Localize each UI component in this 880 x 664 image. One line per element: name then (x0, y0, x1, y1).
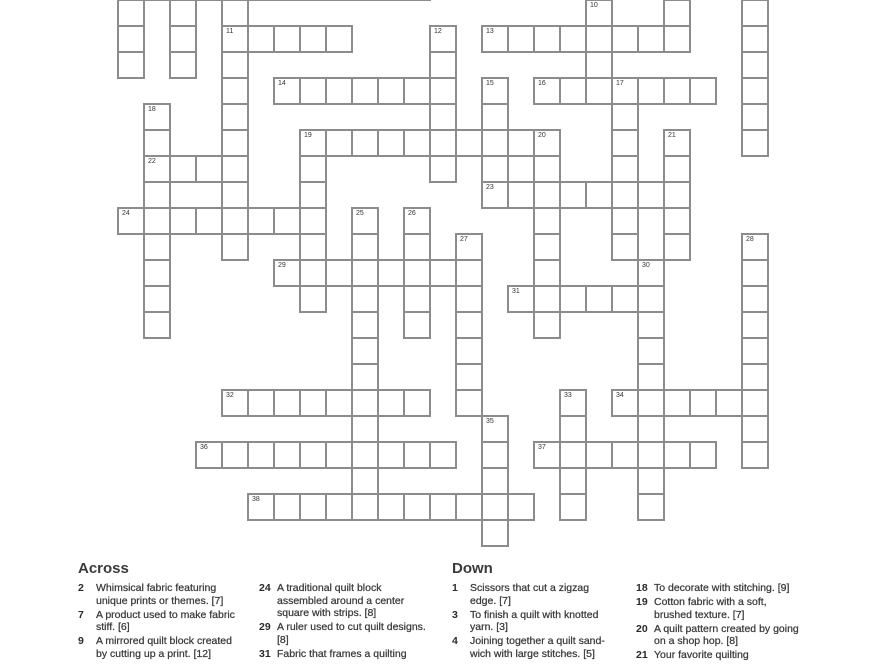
grid-top-edge (117, 0, 431, 1)
clue-item-number: 20 (636, 622, 648, 635)
clue-number: 26 (408, 210, 416, 217)
clue-number: 20 (538, 132, 546, 139)
grid-cell[interactable] (741, 77, 769, 105)
grid-cell[interactable] (455, 363, 483, 391)
grid-cell[interactable] (377, 129, 405, 157)
clue-item-number: 31 (259, 647, 271, 660)
clue-number: 30 (642, 262, 650, 269)
grid-cell[interactable] (403, 77, 431, 105)
clue-number: 10 (590, 2, 598, 9)
grid-cell[interactable] (377, 493, 405, 521)
grid-cell[interactable] (663, 0, 691, 27)
clue-item (636, 582, 806, 595)
grid-cell[interactable] (507, 493, 535, 521)
grid-cell[interactable] (221, 25, 249, 53)
grid-cell[interactable] (403, 311, 431, 339)
grid-cell[interactable] (533, 207, 561, 235)
grid-cell[interactable] (481, 25, 509, 53)
clue-number: 37 (538, 444, 546, 451)
grid-cell[interactable] (143, 207, 171, 235)
grid-cell[interactable] (507, 181, 535, 209)
grid-cell[interactable] (741, 129, 769, 157)
grid-cell[interactable] (585, 51, 613, 79)
grid-cell[interactable] (637, 181, 665, 209)
grid-cell[interactable] (221, 103, 249, 131)
grid-cell[interactable] (559, 415, 587, 443)
grid-cell[interactable] (299, 441, 327, 469)
grid-cell[interactable] (741, 285, 769, 313)
grid-cell[interactable] (533, 441, 561, 469)
grid-cell[interactable] (559, 467, 587, 495)
grid-cell[interactable] (325, 77, 353, 105)
clue-number: 19 (304, 132, 312, 139)
grid-cell[interactable] (403, 233, 431, 261)
clue-item (452, 609, 617, 634)
grid-cell[interactable] (689, 389, 717, 417)
grid-cell[interactable] (273, 493, 301, 521)
grid-cell[interactable] (741, 337, 769, 365)
grid-cell[interactable] (481, 493, 509, 521)
grid-cell[interactable] (351, 493, 379, 521)
grid-cell[interactable] (663, 389, 691, 417)
grid-cell[interactable] (299, 181, 327, 209)
grid-cell[interactable] (533, 311, 561, 339)
grid-cell[interactable] (533, 181, 561, 209)
grid-cell[interactable] (637, 259, 665, 287)
clue-item-number: 24 (259, 582, 271, 594)
grid-cell[interactable] (221, 389, 249, 417)
grid-cell[interactable] (143, 233, 171, 261)
clue-number: 28 (746, 236, 754, 243)
clue-item-text: Joining together a quilt sand-wich with large stitches. [5] (470, 635, 605, 660)
grid-cell[interactable] (611, 103, 639, 131)
grid-cell[interactable] (195, 441, 223, 469)
clue-item-text: Cotton fabric with a soft, brushed texture. [7] (654, 596, 767, 621)
clue-item-number: 2 (78, 582, 84, 594)
grid-cell[interactable] (481, 415, 509, 443)
grid-cell[interactable] (403, 493, 431, 521)
grid-cell[interactable] (481, 519, 509, 547)
grid-cell[interactable] (169, 51, 197, 79)
grid-cell[interactable] (247, 389, 275, 417)
grid-cell[interactable] (637, 25, 665, 53)
grid-cell[interactable] (663, 129, 691, 157)
clue-item-number: 21 (636, 649, 648, 662)
grid-cell[interactable] (481, 467, 509, 495)
grid-cell[interactable] (325, 389, 353, 417)
grid-cell[interactable] (429, 259, 457, 287)
grid-cell[interactable] (247, 25, 275, 53)
grid-cell[interactable] (117, 51, 145, 79)
grid-cell[interactable] (377, 441, 405, 469)
grid-cell[interactable] (559, 25, 587, 53)
clue-item-number: 29 (259, 621, 271, 634)
grid-cell[interactable] (741, 51, 769, 79)
grid-cell[interactable] (741, 311, 769, 339)
grid-cell[interactable] (377, 389, 405, 417)
grid-cell[interactable] (585, 77, 613, 105)
grid-cell[interactable] (429, 103, 457, 131)
clue-number: 18 (148, 106, 156, 113)
grid-cell[interactable] (273, 77, 301, 105)
grid-cell[interactable] (351, 389, 379, 417)
clue-number: 33 (564, 392, 572, 399)
grid-cell[interactable] (169, 0, 197, 27)
grid-cell[interactable] (689, 441, 717, 469)
grid-cell[interactable] (351, 311, 379, 339)
grid-cell[interactable] (611, 77, 639, 105)
clue-number: 34 (616, 392, 624, 399)
grid-cell[interactable] (741, 259, 769, 287)
grid-cell[interactable] (663, 207, 691, 235)
clue-number: 29 (278, 262, 286, 269)
grid-cell[interactable] (455, 285, 483, 313)
clue-number: 35 (486, 418, 494, 425)
grid-cell[interactable] (169, 207, 197, 235)
grid-cell[interactable] (195, 155, 223, 183)
grid-cell[interactable] (585, 25, 613, 53)
grid-cell[interactable] (507, 129, 535, 157)
grid-cell[interactable] (663, 441, 691, 469)
clue-item (78, 635, 238, 660)
grid-cell[interactable] (273, 25, 301, 53)
clue-item-text: A product used to make fabric stiff. [6] (96, 608, 235, 634)
grid-cell[interactable] (585, 0, 613, 27)
grid-cell[interactable] (221, 77, 249, 105)
grid-cell[interactable] (143, 155, 171, 183)
grid-cell[interactable] (273, 259, 301, 287)
grid-cell[interactable] (611, 389, 639, 417)
grid-cell[interactable] (455, 259, 483, 287)
grid-cell[interactable] (507, 285, 535, 313)
across-clues-col1 (78, 582, 238, 662)
clue-item (259, 648, 429, 661)
clue-item-text: A mirrored quilt block created by cutting up a print. [12] (96, 635, 232, 660)
grid-cell[interactable] (741, 389, 769, 417)
grid-cell[interactable] (611, 155, 639, 183)
grid-cell[interactable] (533, 285, 561, 313)
grid-cell[interactable] (299, 259, 327, 287)
grid-cell[interactable] (299, 129, 327, 157)
grid-cell[interactable] (741, 25, 769, 53)
grid-cell[interactable] (221, 233, 249, 261)
clue-number: 12 (434, 28, 442, 35)
grid-cell[interactable] (351, 337, 379, 365)
grid-cell[interactable] (403, 259, 431, 287)
grid-cell[interactable] (741, 0, 769, 27)
grid-cell[interactable] (143, 259, 171, 287)
grid-cell[interactable] (325, 259, 353, 287)
grid-cell[interactable] (689, 77, 717, 105)
grid-cell[interactable] (169, 155, 197, 183)
clue-item-text: A quilt pattern created by going on a shop hop. [8] (654, 622, 799, 648)
grid-cell[interactable] (715, 389, 743, 417)
clue-item (259, 582, 429, 620)
grid-cell[interactable] (481, 181, 509, 209)
grid-cell[interactable] (429, 129, 457, 157)
grid-cell[interactable] (481, 155, 509, 183)
grid-cell[interactable] (429, 441, 457, 469)
grid-cell[interactable] (741, 363, 769, 391)
grid-cell[interactable] (351, 363, 379, 391)
clue-number: 31 (512, 288, 520, 295)
grid-cell[interactable] (429, 51, 457, 79)
grid-cell[interactable] (507, 25, 535, 53)
clue-item-number: 18 (636, 582, 648, 594)
grid-cell[interactable] (143, 311, 171, 339)
clue-number: 13 (486, 28, 494, 35)
grid-cell[interactable] (663, 155, 691, 183)
grid-cell[interactable] (351, 207, 379, 235)
clue-number: 24 (122, 210, 130, 217)
grid-cell[interactable] (481, 441, 509, 469)
grid-cell[interactable] (533, 129, 561, 157)
grid-cell[interactable] (299, 493, 327, 521)
clue-item (636, 649, 806, 662)
grid-cell[interactable] (325, 441, 353, 469)
grid-cell[interactable] (455, 233, 483, 261)
grid-cell[interactable] (273, 441, 301, 469)
grid-cell[interactable] (559, 441, 587, 469)
clue-number: 11 (226, 28, 234, 35)
grid-cell[interactable] (507, 155, 535, 183)
grid-cell[interactable] (741, 103, 769, 131)
grid-cell[interactable] (325, 493, 353, 521)
clue-item-number: 3 (452, 608, 458, 621)
clue-item-text: Fabric that frames a quilting (277, 647, 407, 660)
grid-cell[interactable] (143, 103, 171, 131)
down-heading: Down (452, 560, 493, 577)
grid-cell[interactable] (611, 441, 639, 469)
grid-cell[interactable] (221, 207, 249, 235)
grid-cell[interactable] (585, 181, 613, 209)
clue-number: 38 (252, 496, 260, 503)
clue-item-number: 19 (636, 596, 648, 609)
grid-cell[interactable] (117, 25, 145, 53)
grid-cell[interactable] (273, 389, 301, 417)
grid-cell[interactable] (117, 0, 145, 27)
grid-cell[interactable] (221, 129, 249, 157)
grid-cell[interactable] (403, 285, 431, 313)
grid-cell[interactable] (637, 493, 665, 521)
grid-cell[interactable] (377, 77, 405, 105)
grid-cell[interactable] (351, 467, 379, 495)
clue-number: 36 (200, 444, 208, 451)
grid-cell[interactable] (299, 25, 327, 53)
clue-item (78, 582, 238, 607)
grid-cell[interactable] (481, 129, 509, 157)
grid-cell[interactable] (247, 207, 275, 235)
grid-cell[interactable] (195, 207, 223, 235)
grid-cell[interactable] (611, 129, 639, 157)
grid-cell[interactable] (455, 389, 483, 417)
clue-item-text: Your favorite quilting (654, 649, 749, 662)
grid-cell[interactable] (429, 25, 457, 53)
grid-cell[interactable] (663, 25, 691, 53)
grid-cell[interactable] (559, 77, 587, 105)
clue-item-text: Scissors that cut a zigzag edge. [7] (470, 582, 590, 607)
clue-item (452, 635, 617, 660)
clue-item-number: 1 (452, 582, 458, 594)
clue-item (636, 623, 806, 648)
grid-cell[interactable] (663, 233, 691, 261)
clue-number: 27 (460, 236, 468, 243)
grid-cell[interactable] (299, 233, 327, 261)
grid-cell[interactable] (221, 0, 249, 27)
clue-item-text: Whimsical fabric featuring unique prints or themes. [7] (96, 582, 224, 607)
grid-cell[interactable] (143, 285, 171, 313)
grid-cell[interactable] (117, 207, 145, 235)
clue-item-text: A ruler used to cut quilt designs. [8] (277, 621, 426, 646)
grid-cell[interactable] (637, 285, 665, 313)
clue-item-text: To finish a quilt with knotted yarn. [3] (470, 608, 599, 634)
grid-cell[interactable] (299, 77, 327, 105)
clue-item-text: To decorate with stitching. [9] (654, 582, 790, 594)
grid-cell[interactable] (533, 77, 561, 105)
grid-cell[interactable] (351, 415, 379, 443)
down-clues-col2 (636, 582, 806, 664)
grid-cell[interactable] (247, 493, 275, 521)
grid-cell[interactable] (351, 259, 379, 287)
clue-item (259, 621, 429, 646)
grid-cell[interactable] (169, 25, 197, 53)
clue-number: 14 (278, 80, 286, 87)
grid-cell[interactable] (351, 441, 379, 469)
grid-cell[interactable] (299, 285, 327, 313)
grid-cell[interactable] (533, 233, 561, 261)
grid-cell[interactable] (559, 285, 587, 313)
grid-cell[interactable] (741, 415, 769, 443)
clue-number: 15 (486, 80, 494, 87)
grid-cell[interactable] (533, 155, 561, 183)
grid-cell[interactable] (299, 389, 327, 417)
grid-cell[interactable] (429, 77, 457, 105)
grid-cell[interactable] (429, 493, 457, 521)
grid-cell[interactable] (273, 207, 301, 235)
clue-number: 23 (486, 184, 494, 191)
grid-cell[interactable] (403, 441, 431, 469)
grid-cell[interactable] (481, 103, 509, 131)
clue-number: 17 (616, 80, 624, 87)
across-clues-col2 (259, 582, 429, 662)
grid-cell[interactable] (533, 25, 561, 53)
grid-cell[interactable] (143, 181, 171, 209)
grid-cell[interactable] (221, 51, 249, 79)
grid-cell[interactable] (663, 77, 691, 105)
grid-cell[interactable] (637, 389, 665, 417)
grid-cell[interactable] (637, 441, 665, 469)
grid-cell[interactable] (611, 207, 639, 235)
grid-cell[interactable] (325, 129, 353, 157)
grid-cell[interactable] (325, 25, 353, 53)
clue-item (78, 609, 238, 634)
grid-cell[interactable] (533, 259, 561, 287)
grid-cell[interactable] (481, 77, 509, 105)
grid-cell[interactable] (377, 259, 405, 287)
grid-cell[interactable] (299, 207, 327, 235)
down-clues-col1 (452, 582, 617, 662)
grid-cell[interactable] (455, 311, 483, 339)
grid-cell[interactable] (351, 233, 379, 261)
grid-cell[interactable] (637, 467, 665, 495)
grid-cell[interactable] (637, 363, 665, 391)
grid-cell[interactable] (403, 207, 431, 235)
grid-cell[interactable] (637, 311, 665, 339)
clue-item-text: A traditional quilt block assembled around a center square with strips. [8] (277, 582, 405, 620)
grid-cell[interactable] (637, 337, 665, 365)
grid-cell[interactable] (403, 389, 431, 417)
grid-cell[interactable] (741, 441, 769, 469)
clue-number: 21 (668, 132, 676, 139)
grid-cell[interactable] (741, 233, 769, 261)
grid-cell[interactable] (637, 415, 665, 443)
grid-cell[interactable] (455, 493, 483, 521)
clue-number: 25 (356, 210, 364, 217)
grid-cell[interactable] (585, 441, 613, 469)
clue-item (636, 596, 806, 621)
grid-cell[interactable] (455, 337, 483, 365)
grid-cell[interactable] (611, 233, 639, 261)
grid-cell[interactable] (559, 493, 587, 521)
grid-cell[interactable] (221, 441, 249, 469)
grid-cell[interactable] (611, 285, 639, 313)
grid-cell[interactable] (143, 129, 171, 157)
clue-item (452, 582, 617, 607)
grid-cell[interactable] (611, 181, 639, 209)
grid-cell[interactable] (663, 181, 691, 209)
grid-cell[interactable] (351, 129, 379, 157)
across-heading: Across (78, 560, 129, 577)
grid-cell[interactable] (611, 25, 639, 53)
clue-number: 22 (148, 158, 156, 165)
grid-cell[interactable] (585, 285, 613, 313)
grid-cell[interactable] (637, 77, 665, 105)
grid-cell[interactable] (221, 155, 249, 183)
grid-cell[interactable] (351, 77, 379, 105)
clue-number: 16 (538, 80, 546, 87)
grid-cell[interactable] (455, 129, 483, 157)
grid-cell[interactable] (247, 441, 275, 469)
clue-item-number: 4 (452, 635, 458, 648)
grid-cell[interactable] (559, 181, 587, 209)
grid-cell[interactable] (429, 155, 457, 183)
grid-cell[interactable] (351, 285, 379, 313)
clue-item-number: 7 (78, 608, 84, 621)
grid-cell[interactable] (299, 155, 327, 183)
clue-item-number: 9 (78, 635, 84, 648)
grid-cell[interactable] (559, 389, 587, 417)
grid-cell[interactable] (403, 129, 431, 157)
clue-number: 32 (226, 392, 234, 399)
grid-cell[interactable] (221, 181, 249, 209)
